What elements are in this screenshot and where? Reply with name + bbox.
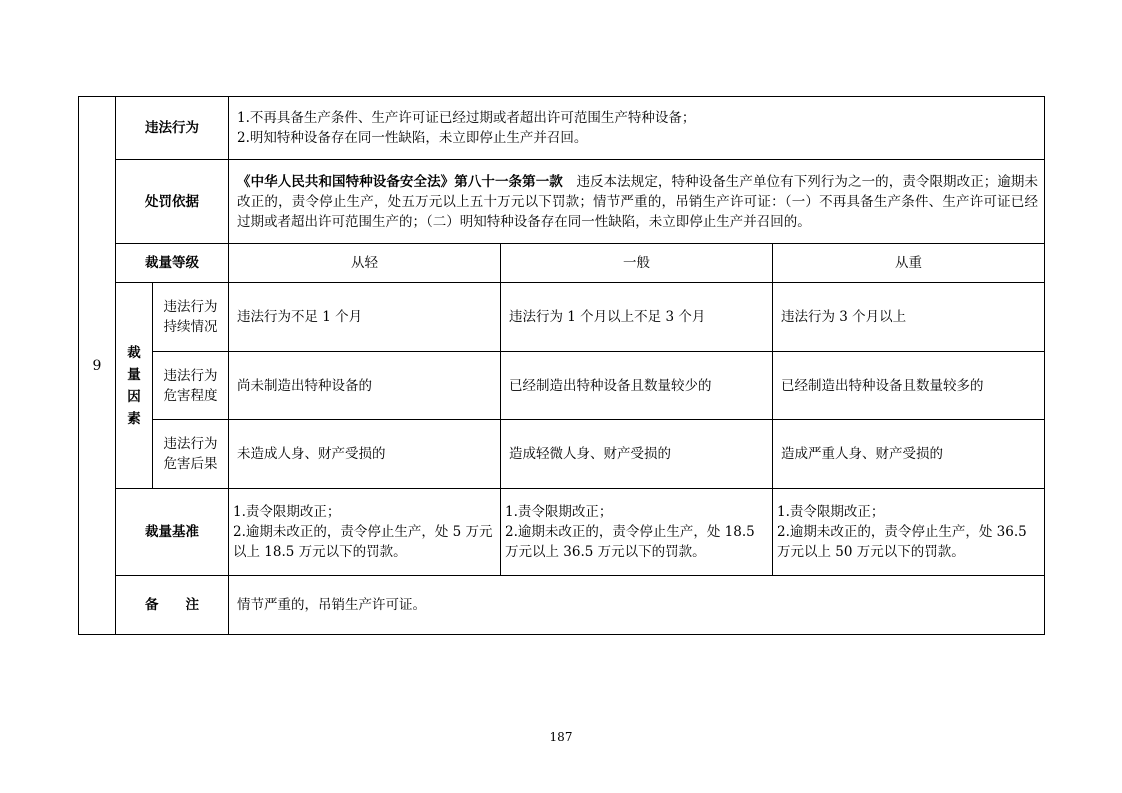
violation-label: 违法行为 [145,120,199,136]
factor-name-duration: 违法行为 持续情况 [163,299,218,335]
standard-cell-normal: 1.责令限期改正； 2.逾期未改正的，责令停止生产，处 18.5 万元以上 36.5 万元以下的罚款。 [505,504,755,560]
standard-label: 裁量基准 [145,524,199,540]
factor-cell: 已经制造出特种设备且数量较多的 [781,377,984,394]
factor-cell: 造成严重人身、财产受损的 [781,446,943,462]
factor-cell: 尚未制造出特种设备的 [237,377,372,394]
factor-cell: 违法行为 3 个月以上 [781,309,907,325]
factors-label-char: 因 [127,388,141,405]
factor-cell: 造成轻微人身、财产受损的 [509,446,671,462]
factors-label-char: 量 [127,366,141,383]
remark-text: 情节严重的，吊销生产许可证。 [237,597,426,613]
level-heavy-header: 从重 [895,255,922,271]
violation-text: 1.不再具备生产条件、生产许可证已经过期或者超出许可范围生产特种设备； 2.明知特种设备存在同一性缺陷，未立即停止生产并召回。 [237,110,696,146]
basis-cell [229,160,1044,243]
basis-label: 处罚依据 [145,193,199,210]
level-light-header: 从轻 [351,255,378,271]
factor-cell: 违法行为不足 1 个月 [237,309,363,325]
levels-label: 裁量等级 [145,255,199,271]
basis-text: 违反本法规定，特种设备生产单位有下列行为之一的，责令限期改正；逾期未改正的，责令停止生产，处五万元以上五十万元以下罚款；情节严重的，吊销生产许可证：（一）不再具备生产条件、生产许可证已经过期或者超出许可范围生产的；（二）明知特种设备存在同一性缺陷，未立即停止生产并召回的。 [237,173,1039,230]
factor-cell: 未造成人身、财产受损的 [237,446,386,462]
factors-label-char: 裁 [127,344,141,361]
level-normal-header: 一般 [623,255,650,271]
standard-cell-heavy: 1.责令限期改正； 2.逾期未改正的，责令停止生产，处 36.5 万元以上 50 万元以下的罚款。 [777,504,1027,560]
table-border-bottom [78,634,1045,635]
penalty-table [78,96,1045,635]
table-border-right [1044,96,1045,635]
factors-label [116,283,152,488]
row-number: 9 [92,357,102,374]
factor-name-harm-consequence: 违法行为 危害后果 [163,436,218,472]
remark-label: 备 注 [145,597,199,613]
factors-label-char: 素 [127,410,141,427]
law-title: 《中华人民共和国特种设备安全法》第八十一条第一款 [237,173,563,190]
standard-cell-light: 1.责令限期改正； 2.逾期未改正的，责令停止生产，处 5 万元以上 18.5 万元以下的罚款。 [233,504,493,560]
factor-name-harm-degree: 违法行为 危害程度 [163,367,218,404]
factor-cell: 违法行为 1 个月以上不足 3 个月 [509,309,706,325]
page-number: 187 [549,730,573,744]
factor-cell: 已经制造出特种设备且数量较少的 [509,377,712,394]
